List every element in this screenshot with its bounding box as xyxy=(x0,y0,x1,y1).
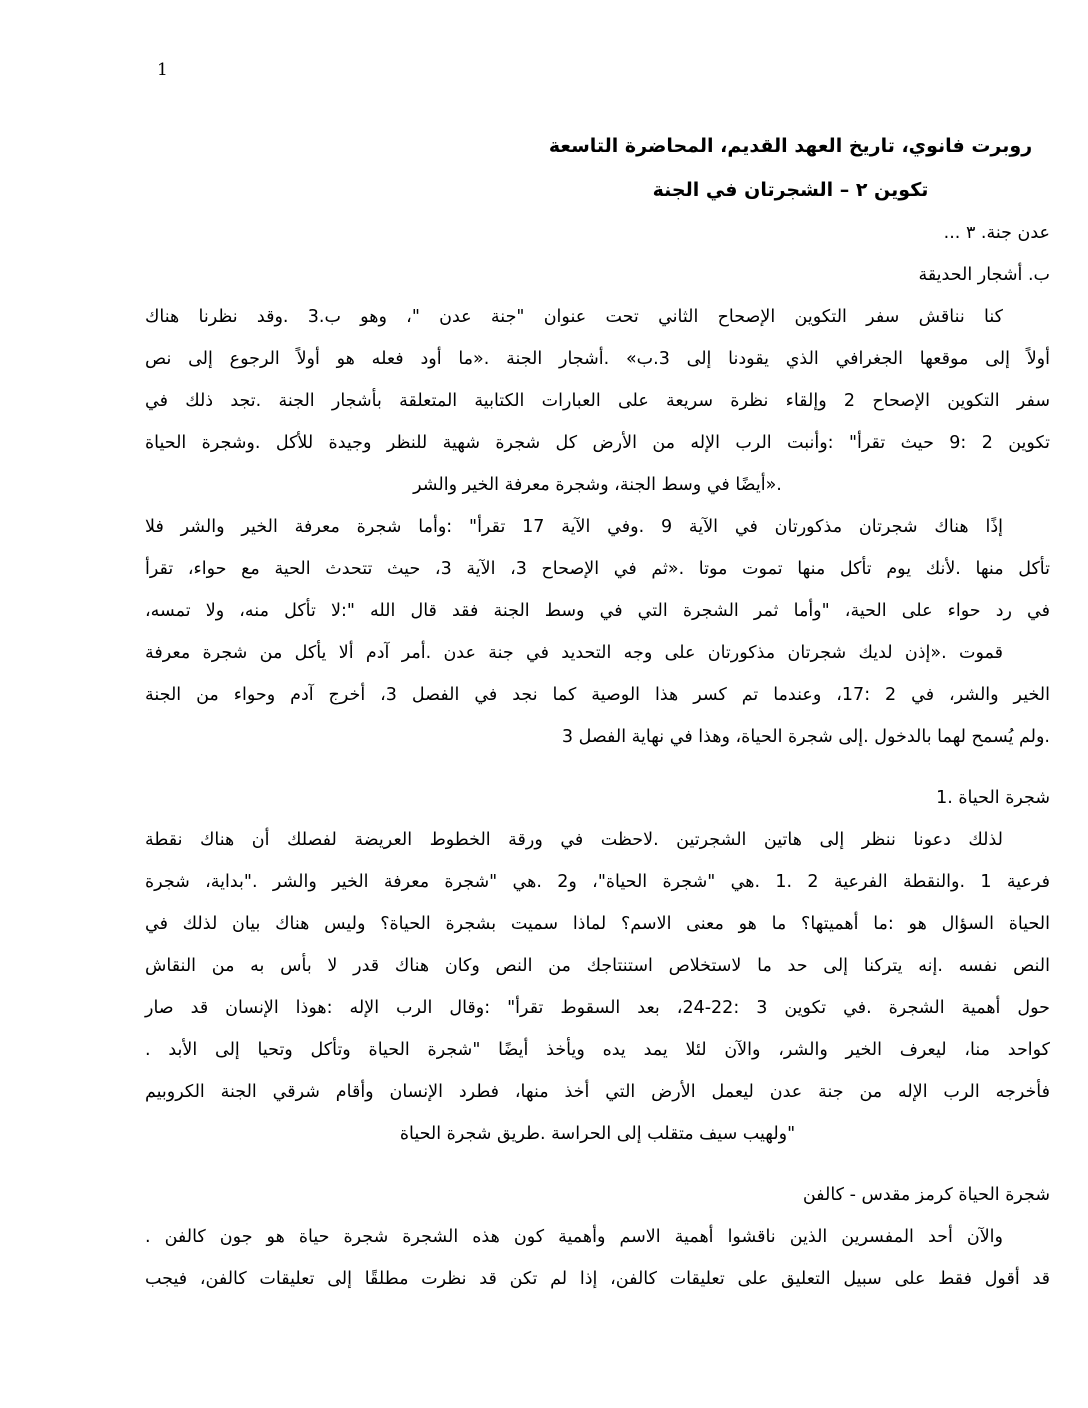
body-line: إذًا هناك شجرتان مذكورتان في الآية 9 .وفي الآية 17 تقرأ" :وأما شجرة معرفة الخير والشر فلا xyxy=(145,517,1004,537)
paragraph-1 xyxy=(145,296,1050,506)
document-content xyxy=(145,124,1050,1300)
body-line: قد أقول فقط على سبيل التعليق على تعليقات كالفن، إذا لم تكن قد نظرت مطلقًا إلى تعليقات كالفن، فيجب xyxy=(145,1269,1050,1289)
body-line: "ولهيب سيف متقلب إلى الحراسة .طريق شجرة الحياة xyxy=(399,1124,796,1144)
paragraph-2 xyxy=(145,506,1050,758)
section-heading-tree-of-life: شجرة الحياة .1 xyxy=(936,788,1050,808)
body-line: لذلك دعونا ننظر إلى هاتين الشجرتين .لاحظت في ورقة الخطوط العريضة لفصلك أن هناك نقطة xyxy=(145,830,1003,850)
outline-item-b: ب. أشجار الحديقة xyxy=(918,265,1050,285)
body-line: في رد حواء على الحية، "وأما ثمر الشجرة التي في وسط الجنة فقد قال الله ":لا تأكل منه، ولا تمسه، xyxy=(145,601,1050,621)
document-subtitle: تكوين ٢ – الشجرتان في الجنة xyxy=(652,179,929,201)
paragraph-4 xyxy=(145,1216,1050,1300)
document-title: روبرت فانوي، تاريخ العهد القديم، المحاضرة التاسعة xyxy=(548,135,1033,157)
body-line: الحياة السؤال هو :ما أهميتها؟ ما هو معنى الاسم؟ لماذا سميت بشجرة الحياة؟ وليس هناك بيان لذلك في xyxy=(145,914,1050,934)
body-line: تكوين 2 :9 حيث تقرأ" :وأنبت الرب الإله من الأرض كل شجرة شهية للنظر وجيدة للأكل .وشجرة الحياة xyxy=(145,433,1050,453)
body-line: النص نفسه .إنه يتركنا إلى حد ما لاستخلاص استنتاجك من النص وكان هناك قدر لا بأس به من النقاش xyxy=(145,956,1050,976)
body-line: سفر التكوين الإصحاح 2 وإلقاء نظرة سريعة على العبارات الكتابية المتعلقة بأشجار الجنة .تجد ذلك في xyxy=(145,391,1050,411)
body-line: الخير والشر، في 2 :17، وعندما تم كسر هذا الوصية كما نجد في الفصل 3، أخرج آدم وحواء من الجنة xyxy=(145,685,1050,705)
body-line: فأخرجه الرب الإله من جنة عدن ليعمل الأرض التي أخذ منها، فطرد الإنسان وأقام شرقي الجنة الكروبيم xyxy=(145,1082,1050,1102)
body-line: قموت .«إذن لديك شجرتان مذكورتان على وجه التحديد في جنة عدن .أمر آدم ألا يأكل من شجرة معرفة xyxy=(145,643,1003,663)
body-line: تأكل منها .لأنك يوم تأكل منها تموت موتا .«ثم في الإصحاح 3، الآية 3، حيث تتحدث الحية مع حواء، تقرأ xyxy=(145,559,1050,579)
body-line: .«أيضًا في وسط الجنة، وشجرة معرفة الخير والشر xyxy=(413,475,782,495)
body-line: كنا نناقش سفر التكوين الإصحاح الثاني تحت عنوان "جنة عدن "، وهو ب.3 .وقد نظرنا هناك xyxy=(145,307,1003,327)
body-line: كواحد منا، ليعرف الخير والشر، والآن لئلا يمد يده ويأخذ أيضًا "شجرة الحياة وتأكل وتحيا إلى الأبد . xyxy=(145,1040,1050,1060)
body-line: والآن أحد المفسرين الذين ناقشوا أهمية الاسم وأهمية كون هذه الشجرة شجرة حياة هو جون كالفن . xyxy=(145,1227,1003,1247)
section-heading-sacred-symbol-calvin: شجرة الحياة كرمز مقدس - كالفن xyxy=(802,1185,1050,1205)
page-number: 1 xyxy=(157,60,168,80)
body-line: أولاً إلى موقعها الجغرافي الذي يقودنا إلى 3.ب» .أشجار الجنة .«ما أود فعله هو أولاً الرجوع إلى نص xyxy=(145,349,1050,369)
body-line: .ولم يُسمح لهما بالدخول .إلى شجرة الحياة، وهذا في نهاية الفصل 3 xyxy=(561,727,1050,747)
body-line: فرعية 1 .والنقطة الفرعية 2 .1 .هي "شجرة الحياة"، و2 .هي "شجرة معرفة الخير والشر ."بداية، شجرة xyxy=(145,872,1050,892)
outline-item-3: عدن جنة. ٣ ... xyxy=(943,223,1050,243)
paragraph-3 xyxy=(145,819,1050,1155)
body-line: حول أهمية الشجرة .في تكوين 3 :22-24، بعد السقوط تقرأ" :وقال الرب الإله :هوذا الإنسان قد صار xyxy=(145,998,1050,1018)
